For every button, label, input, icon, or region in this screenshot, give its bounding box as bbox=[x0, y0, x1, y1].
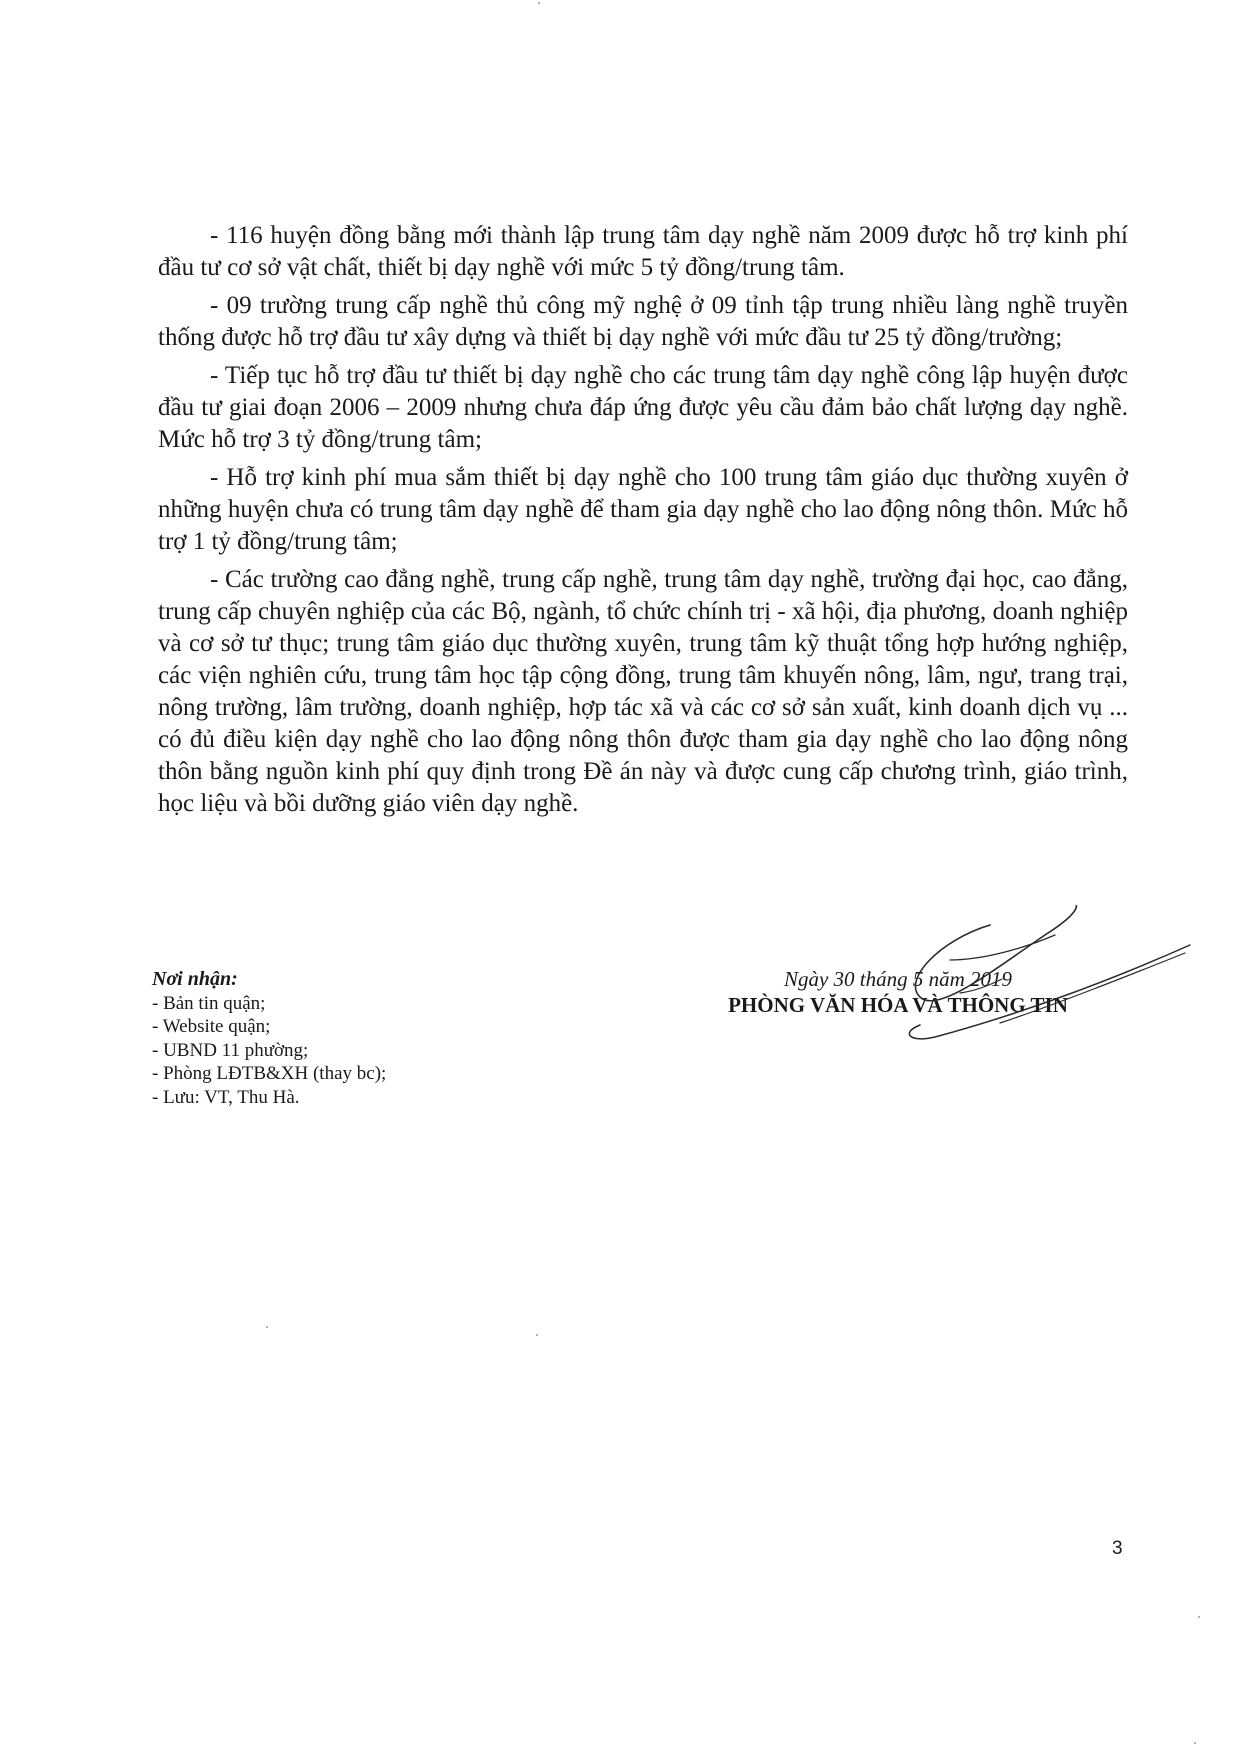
recipient-item: - Website quận; bbox=[152, 1016, 271, 1037]
scan-speck bbox=[538, 2, 540, 4]
recipient-item: - Phòng LĐTB&XH (thay bc); bbox=[152, 1063, 387, 1084]
recipient-item: - Lưu: VT, Thu Hà. bbox=[152, 1086, 300, 1108]
recipient-item: - UBND 11 phường; bbox=[152, 1039, 309, 1061]
body-paragraph-4: - Hỗ trợ kinh phí mua sắm thiết bị dạy nghề cho 100 trung tâm giáo dục thường xuyên ở những huyện chưa có trung tâm dạy nghề để tham gia dạy nghề cho lao động nông thôn. Mức hỗ trợ 1 tỷ đồng/trung tâm; bbox=[158, 464, 1128, 555]
signature-date: Ngày 30 tháng 5 năm 2019 bbox=[783, 967, 1013, 991]
scan-speck bbox=[266, 1326, 268, 1328]
scan-speck bbox=[1194, 1742, 1196, 1744]
recipient-item: - Bản tin quận; bbox=[152, 992, 266, 1014]
page-number: 3 bbox=[1112, 1538, 1123, 1559]
recipients-title: Nơi nhận: bbox=[152, 968, 238, 990]
body-paragraph-1: - 116 huyện đồng bằng mới thành lập trung tâm dạy nghề năm 2009 được hỗ trợ kinh phí đầu tư cơ sở vật chất, thiết bị dạy nghề với mức 5 tỷ đồng/trung tâm. bbox=[158, 222, 1128, 281]
signing-office: PHÒNG VĂN HÓA VÀ THÔNG TIN bbox=[728, 993, 1068, 1017]
recipients-block bbox=[152, 968, 592, 1109]
body-paragraph-3: - Tiếp tục hỗ trợ đầu tư thiết bị dạy nghề cho các trung tâm dạy nghề công lập huyện được đầu tư giai đoạn 2006 – 2009 nhưng chưa đáp ứng được yêu cầu đảm bảo chất lượng dạy nghề. Mức hỗ trợ 3 tỷ đồng/trung tâm; bbox=[158, 362, 1128, 453]
document-body bbox=[158, 220, 1128, 826]
handwritten-signature bbox=[880, 905, 1200, 1045]
body-paragraph-5: - Các trường cao đẳng nghề, trung cấp nghề, trung tâm dạy nghề, trường đại học, cao đẳng, trung cấp chuyên nghiệp của các Bộ, ngành, tổ chức chính trị - xã hội, địa phương, doanh nghiệp và cơ sở tư thục; trung tâm giáo dục thường xuyên, trung tâm kỹ thuật tổng hợp hướng nghiệp, các viện nghiên cứu, trung tâm học tập cộng đồng, trung tâm khuyến nông, lâm, ngư, trang trại, nông trường, lâm trường, doanh nghiệp, hợp tác xã và các cơ sở sản xuất, kinh doanh dịch vụ ... có đủ điều kiện dạy nghề cho lao động nông thôn được tham gia dạy nghề cho lao động nông thôn bằng nguồn kinh phí quy định trong Đề án này và được cung cấp chương trình, giáo trình, học liệu và bồi dưỡng giáo viên dạy nghề. bbox=[158, 566, 1128, 817]
scan-speck bbox=[536, 1334, 538, 1336]
scan-speck bbox=[1198, 1616, 1200, 1618]
body-paragraph-2: - 09 trường trung cấp nghề thủ công mỹ nghệ ở 09 tỉnh tập trung nhiều làng nghề truyền thống được hỗ trợ đầu tư xây dựng và thiết bị dạy nghề với mức đầu tư 25 tỷ đồng/trường; bbox=[158, 292, 1128, 351]
